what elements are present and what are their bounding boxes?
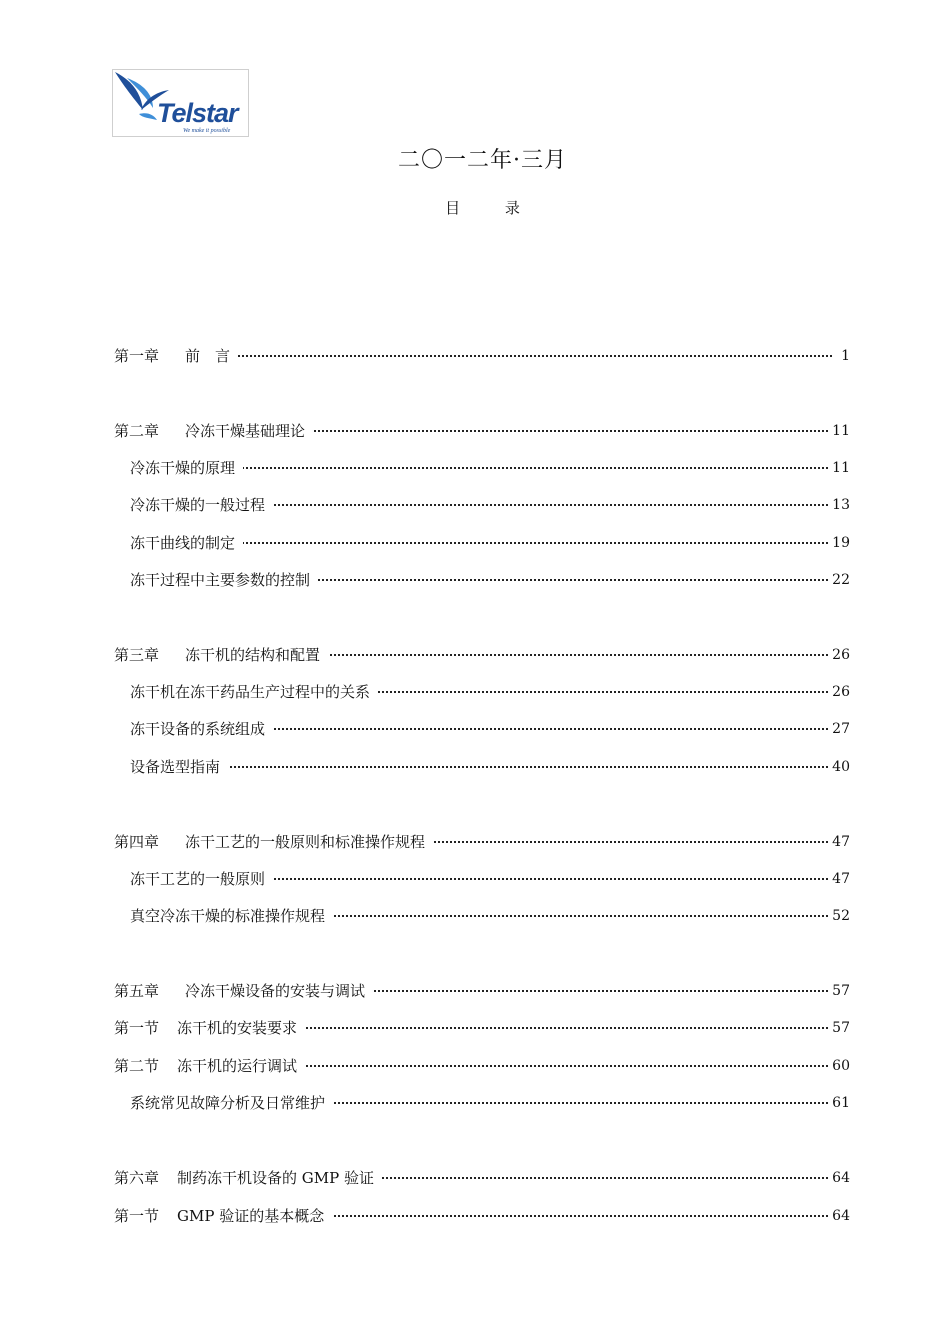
toc-label bbox=[114, 1205, 332, 1227]
toc-page-number: 47 bbox=[830, 831, 850, 853]
toc-label bbox=[114, 420, 313, 442]
toc-page-number: 60 bbox=[830, 1055, 850, 1077]
toc-entry bbox=[130, 532, 850, 554]
toc-page-number: 47 bbox=[830, 868, 850, 890]
toc-title: 设备选型指南 bbox=[130, 758, 221, 776]
toc-number: 第二章 bbox=[114, 422, 160, 440]
toc-label bbox=[114, 1167, 382, 1189]
toc-page-number: 40 bbox=[830, 756, 850, 778]
toc-entry bbox=[114, 1167, 850, 1189]
toc-number: 第一节 bbox=[114, 1207, 160, 1225]
toc-page-number: 19 bbox=[830, 532, 850, 554]
logo-tagline: We make it possible bbox=[183, 128, 231, 134]
toc-label bbox=[114, 980, 373, 1002]
toc-page-number: 26 bbox=[830, 681, 850, 703]
toc-entry bbox=[130, 868, 850, 890]
toc-title: 系统常见故障分析及日常维护 bbox=[130, 1094, 326, 1112]
toc-label bbox=[114, 345, 238, 367]
toc-entry bbox=[130, 494, 850, 516]
toc-number: 第四章 bbox=[114, 833, 160, 851]
toc-page-number: 52 bbox=[830, 905, 850, 927]
toc-entry bbox=[130, 1092, 850, 1114]
toc-label bbox=[130, 718, 273, 740]
toc-page-number: 1 bbox=[839, 345, 850, 367]
toc-title: 冻干机的运行调试 bbox=[177, 1057, 298, 1075]
toc-label bbox=[130, 569, 318, 591]
toc-heading: 目 录 bbox=[445, 199, 520, 217]
toc-title: 冻干曲线的制定 bbox=[130, 534, 236, 552]
toc-title: 冷冻干燥的原理 bbox=[130, 459, 236, 477]
toc-page-number: 64 bbox=[830, 1205, 850, 1227]
toc-entry bbox=[114, 1205, 850, 1227]
toc-page-number: 11 bbox=[830, 420, 850, 442]
toc-page-number: 13 bbox=[830, 494, 850, 516]
toc-number: 第五章 bbox=[114, 982, 160, 1000]
toc-title: 冻干机在冻干药品生产过程中的关系 bbox=[130, 683, 371, 701]
toc-number: 第二节 bbox=[114, 1057, 160, 1075]
toc-title: 冻干工艺的一般原则 bbox=[130, 870, 266, 888]
toc-entry bbox=[130, 718, 850, 740]
toc-entry bbox=[114, 345, 850, 367]
toc-page-number: 11 bbox=[830, 457, 850, 479]
toc-page-number: 57 bbox=[830, 1017, 850, 1039]
toc-label bbox=[130, 756, 228, 778]
toc-label bbox=[130, 868, 273, 890]
toc-number: 第三章 bbox=[114, 646, 160, 664]
toc-title: 冻干设备的系统组成 bbox=[130, 720, 266, 738]
toc-label bbox=[130, 905, 333, 927]
toc-entry bbox=[130, 457, 850, 479]
toc-entry bbox=[114, 1017, 850, 1039]
toc-entry bbox=[114, 831, 850, 853]
toc-label bbox=[114, 1017, 305, 1039]
toc-title: 前 言 bbox=[185, 347, 231, 365]
toc-number: 第一节 bbox=[114, 1019, 160, 1037]
toc-label bbox=[130, 532, 243, 554]
toc-entry bbox=[130, 905, 850, 927]
toc-title: 冷冻干燥基础理论 bbox=[185, 422, 306, 440]
toc-title: 冻干机的安装要求 bbox=[177, 1019, 298, 1037]
dot-leader bbox=[130, 766, 832, 768]
toc-entry bbox=[114, 644, 850, 666]
toc-label bbox=[130, 457, 243, 479]
toc-title: 冻干过程中主要参数的控制 bbox=[130, 571, 311, 589]
toc-entry bbox=[130, 569, 850, 591]
toc-page-number: 22 bbox=[830, 569, 850, 591]
toc-label bbox=[130, 1092, 333, 1114]
toc-label bbox=[114, 1055, 305, 1077]
toc-entry bbox=[114, 420, 850, 442]
toc-title: GMP 验证的基本概念 bbox=[177, 1207, 325, 1225]
toc-title: 冻干工艺的一般原则和标准操作规程 bbox=[185, 833, 426, 851]
toc-title: 真空冷冻干燥的标准操作规程 bbox=[130, 907, 326, 925]
toc-entry bbox=[114, 1055, 850, 1077]
toc-entry bbox=[130, 756, 850, 778]
toc-label bbox=[130, 681, 378, 703]
toc-label bbox=[130, 494, 273, 516]
toc-page-number: 26 bbox=[830, 644, 850, 666]
toc-title: 冻干机的结构和配置 bbox=[185, 646, 321, 664]
logo-wordmark: Telstar bbox=[157, 98, 238, 128]
toc-title: 制药冻干机设备的 GMP 验证 bbox=[177, 1169, 374, 1187]
toc-page-number: 57 bbox=[830, 980, 850, 1002]
toc-entry bbox=[114, 980, 850, 1002]
toc-page-number: 27 bbox=[830, 718, 850, 740]
toc-number: 第一章 bbox=[114, 347, 160, 365]
toc-page-number: 61 bbox=[830, 1092, 850, 1114]
toc-title: 冷冻干燥的一般过程 bbox=[130, 496, 266, 514]
toc-entry bbox=[130, 681, 850, 703]
toc-label bbox=[114, 831, 433, 853]
toc-title: 冷冻干燥设备的安装与调试 bbox=[185, 982, 366, 1000]
date-title: 二〇一二年·三月 bbox=[398, 148, 567, 173]
toc-label bbox=[114, 644, 328, 666]
toc-number: 第六章 bbox=[114, 1169, 160, 1187]
toc-page-number: 64 bbox=[830, 1167, 850, 1189]
